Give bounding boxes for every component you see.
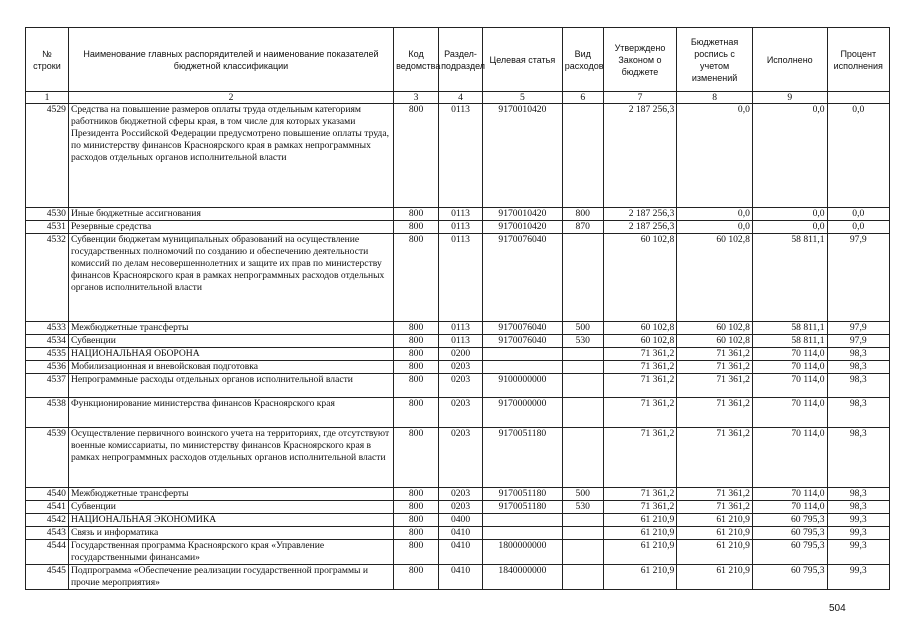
row-dept-code: 800 xyxy=(394,361,439,374)
column-number-row xyxy=(26,92,890,104)
row-schedule: 61 210,9 xyxy=(677,527,753,540)
table-row xyxy=(26,208,890,221)
page-number: 504 xyxy=(829,603,846,614)
row-schedule: 60 102,8 xyxy=(677,234,753,322)
row-percent: 97,9 xyxy=(827,335,889,348)
row-dept-code: 800 xyxy=(394,540,439,565)
row-number: 4543 xyxy=(26,527,69,540)
row-number: 4536 xyxy=(26,361,69,374)
row-expense-type: 870 xyxy=(562,221,603,234)
row-schedule: 71 361,2 xyxy=(677,488,753,501)
row-expense-type: 500 xyxy=(562,488,603,501)
row-target: 9170051180 xyxy=(483,501,563,514)
col-header-executed: Исполнено xyxy=(752,28,827,92)
column-number: 3 xyxy=(394,92,439,104)
col-header-row-no: № строки xyxy=(26,28,69,92)
row-target: 9170000000 xyxy=(483,398,563,428)
row-approved: 61 210,9 xyxy=(603,540,677,565)
row-name: Непрограммные расходы отдельных органов исполнительной власти xyxy=(68,374,393,398)
column-number: 5 xyxy=(483,92,563,104)
table-row xyxy=(26,540,890,565)
row-executed: 58 811,1 xyxy=(752,234,827,322)
column-number: 1 xyxy=(26,92,69,104)
row-dept-code: 800 xyxy=(394,234,439,322)
row-percent: 97,9 xyxy=(827,234,889,322)
row-expense-type xyxy=(562,104,603,208)
row-number: 4535 xyxy=(26,348,69,361)
row-dept-code: 800 xyxy=(394,374,439,398)
row-section: 0113 xyxy=(439,322,483,335)
row-schedule: 0,0 xyxy=(677,208,753,221)
row-dept-code: 800 xyxy=(394,348,439,361)
row-number: 4530 xyxy=(26,208,69,221)
column-number: 4 xyxy=(439,92,483,104)
row-name: Субвенции xyxy=(68,335,393,348)
col-header-schedule: Бюджетная роспись с учетом изменений xyxy=(677,28,753,92)
row-approved: 71 361,2 xyxy=(603,361,677,374)
row-executed: 70 114,0 xyxy=(752,501,827,514)
row-expense-type xyxy=(562,527,603,540)
row-dept-code: 800 xyxy=(394,428,439,488)
row-schedule: 61 210,9 xyxy=(677,565,753,590)
row-number: 4534 xyxy=(26,335,69,348)
row-approved: 71 361,2 xyxy=(603,374,677,398)
row-executed: 70 114,0 xyxy=(752,374,827,398)
row-approved: 61 210,9 xyxy=(603,527,677,540)
row-number: 4542 xyxy=(26,514,69,527)
col-header-percent: Процент исполнения xyxy=(827,28,889,92)
table-row xyxy=(26,335,890,348)
row-name: НАЦИОНАЛЬНАЯ ЭКОНОМИКА xyxy=(68,514,393,527)
row-approved: 61 210,9 xyxy=(603,565,677,590)
row-section: 0113 xyxy=(439,104,483,208)
table-row xyxy=(26,565,890,590)
row-name: Межбюджетные трансферты xyxy=(68,322,393,335)
row-schedule: 60 102,8 xyxy=(677,322,753,335)
row-name: Межбюджетные трансферты xyxy=(68,488,393,501)
row-executed: 60 795,3 xyxy=(752,527,827,540)
row-approved: 60 102,8 xyxy=(603,322,677,335)
col-header-dept-code: Код ведомства xyxy=(394,28,439,92)
row-name: НАЦИОНАЛЬНАЯ ОБОРОНА xyxy=(68,348,393,361)
row-dept-code: 800 xyxy=(394,322,439,335)
row-approved: 71 361,2 xyxy=(603,398,677,428)
row-section: 0410 xyxy=(439,565,483,590)
row-target: 9170076040 xyxy=(483,322,563,335)
row-expense-type: 800 xyxy=(562,208,603,221)
row-approved: 2 187 256,3 xyxy=(603,221,677,234)
column-number: 9 xyxy=(752,92,827,104)
row-section: 0203 xyxy=(439,501,483,514)
col-header-section: Раздел-подраздел xyxy=(439,28,483,92)
row-section: 0200 xyxy=(439,348,483,361)
row-target: 9170010420 xyxy=(483,221,563,234)
row-name: Государственная программа Красноярского края «Управление государственными финансами» xyxy=(68,540,393,565)
row-expense-type: 530 xyxy=(562,501,603,514)
col-header-type: Вид расходов xyxy=(562,28,603,92)
row-name: Подпрограмма «Обеспечение реализации государственной программы и прочие мероприятия» xyxy=(68,565,393,590)
header-row xyxy=(26,28,890,92)
row-schedule: 71 361,2 xyxy=(677,428,753,488)
row-target: 9170051180 xyxy=(483,428,563,488)
row-dept-code: 800 xyxy=(394,514,439,527)
row-section: 0400 xyxy=(439,514,483,527)
row-target xyxy=(483,361,563,374)
table-row xyxy=(26,348,890,361)
row-approved: 60 102,8 xyxy=(603,335,677,348)
row-expense-type xyxy=(562,565,603,590)
row-dept-code: 800 xyxy=(394,527,439,540)
col-header-name: Наименование главных распорядителей и наименование показателей бюджетной классификации xyxy=(68,28,393,92)
row-name: Функционирование министерства финансов Красноярского края xyxy=(68,398,393,428)
row-name: Резервные средства xyxy=(68,221,393,234)
row-section: 0203 xyxy=(439,488,483,501)
row-target: 9170010420 xyxy=(483,208,563,221)
budget-execution-table xyxy=(25,27,890,590)
row-executed: 70 114,0 xyxy=(752,348,827,361)
table-row xyxy=(26,514,890,527)
row-section: 0203 xyxy=(439,374,483,398)
row-percent: 0,0 xyxy=(827,104,889,208)
row-percent: 99,3 xyxy=(827,527,889,540)
table-row xyxy=(26,527,890,540)
row-dept-code: 800 xyxy=(394,501,439,514)
row-number: 4545 xyxy=(26,565,69,590)
row-number: 4532 xyxy=(26,234,69,322)
row-dept-code: 800 xyxy=(394,104,439,208)
row-schedule: 71 361,2 xyxy=(677,348,753,361)
table-row xyxy=(26,501,890,514)
row-schedule: 61 210,9 xyxy=(677,540,753,565)
row-expense-type xyxy=(562,234,603,322)
row-expense-type: 530 xyxy=(562,335,603,348)
row-name: Связь и информатика xyxy=(68,527,393,540)
col-header-target: Целевая статья xyxy=(483,28,563,92)
row-section: 0410 xyxy=(439,540,483,565)
column-number xyxy=(827,92,889,104)
row-percent: 98,3 xyxy=(827,501,889,514)
row-schedule: 0,0 xyxy=(677,221,753,234)
row-target xyxy=(483,348,563,361)
row-target: 9170051180 xyxy=(483,488,563,501)
row-dept-code: 800 xyxy=(394,565,439,590)
row-expense-type: 500 xyxy=(562,322,603,335)
row-approved: 71 361,2 xyxy=(603,348,677,361)
row-dept-code: 800 xyxy=(394,208,439,221)
row-expense-type xyxy=(562,540,603,565)
row-section: 0113 xyxy=(439,221,483,234)
row-section: 0203 xyxy=(439,428,483,488)
row-section: 0113 xyxy=(439,335,483,348)
row-target: 9170076040 xyxy=(483,234,563,322)
column-number: 8 xyxy=(677,92,753,104)
table-row xyxy=(26,234,890,322)
row-approved: 2 187 256,3 xyxy=(603,104,677,208)
row-number: 4541 xyxy=(26,501,69,514)
row-number: 4539 xyxy=(26,428,69,488)
row-section: 0203 xyxy=(439,361,483,374)
table-row xyxy=(26,322,890,335)
row-number: 4529 xyxy=(26,104,69,208)
row-approved: 71 361,2 xyxy=(603,501,677,514)
row-expense-type xyxy=(562,348,603,361)
row-section: 0410 xyxy=(439,527,483,540)
row-executed: 60 795,3 xyxy=(752,540,827,565)
column-number: 6 xyxy=(562,92,603,104)
row-target: 9170076040 xyxy=(483,335,563,348)
row-section: 0113 xyxy=(439,234,483,322)
row-percent: 0,0 xyxy=(827,221,889,234)
row-percent: 98,3 xyxy=(827,374,889,398)
row-percent: 98,3 xyxy=(827,361,889,374)
row-dept-code: 800 xyxy=(394,221,439,234)
row-dept-code: 800 xyxy=(394,398,439,428)
row-expense-type xyxy=(562,514,603,527)
row-target: 9100000000 xyxy=(483,374,563,398)
row-target: 1840000000 xyxy=(483,565,563,590)
row-percent: 99,3 xyxy=(827,565,889,590)
row-schedule: 71 361,2 xyxy=(677,398,753,428)
row-expense-type xyxy=(562,374,603,398)
row-approved: 71 361,2 xyxy=(603,488,677,501)
row-target: 9170010420 xyxy=(483,104,563,208)
row-name: Иные бюджетные ассигнования xyxy=(68,208,393,221)
row-schedule: 71 361,2 xyxy=(677,374,753,398)
col-header-approved: Утверждено Законом о бюджете xyxy=(603,28,677,92)
row-executed: 70 114,0 xyxy=(752,488,827,501)
row-percent: 98,3 xyxy=(827,398,889,428)
table-row xyxy=(26,428,890,488)
table-row xyxy=(26,374,890,398)
row-percent: 99,3 xyxy=(827,540,889,565)
table-row xyxy=(26,104,890,208)
row-schedule: 71 361,2 xyxy=(677,501,753,514)
row-approved: 2 187 256,3 xyxy=(603,208,677,221)
row-section: 0113 xyxy=(439,208,483,221)
row-executed: 58 811,1 xyxy=(752,322,827,335)
column-number: 7 xyxy=(603,92,677,104)
row-executed: 0,0 xyxy=(752,104,827,208)
row-executed: 70 114,0 xyxy=(752,361,827,374)
row-name: Субвенции бюджетам муниципальных образований на осуществление государственных полномочий по созданию и обеспечению деятельности комиссий по делам несовершеннолетних и защите их прав по министерству финансов Красноярского края в рамках непрограммных расходов отдельных органов исполнительной власти xyxy=(68,234,393,322)
row-executed: 70 114,0 xyxy=(752,398,827,428)
row-number: 4537 xyxy=(26,374,69,398)
row-executed: 70 114,0 xyxy=(752,428,827,488)
row-percent: 97,9 xyxy=(827,322,889,335)
row-percent: 98,3 xyxy=(827,488,889,501)
row-target xyxy=(483,514,563,527)
row-percent: 99,3 xyxy=(827,514,889,527)
row-schedule: 71 361,2 xyxy=(677,361,753,374)
row-approved: 71 361,2 xyxy=(603,428,677,488)
row-percent: 98,3 xyxy=(827,348,889,361)
row-executed: 58 811,1 xyxy=(752,335,827,348)
row-number: 4533 xyxy=(26,322,69,335)
row-executed: 0,0 xyxy=(752,208,827,221)
row-executed: 60 795,3 xyxy=(752,514,827,527)
column-number: 2 xyxy=(68,92,393,104)
row-schedule: 60 102,8 xyxy=(677,335,753,348)
row-number: 4540 xyxy=(26,488,69,501)
row-executed: 60 795,3 xyxy=(752,565,827,590)
row-percent: 98,3 xyxy=(827,428,889,488)
row-expense-type xyxy=(562,398,603,428)
row-name: Мобилизационная и вневойсковая подготовка xyxy=(68,361,393,374)
row-number: 4544 xyxy=(26,540,69,565)
row-dept-code: 800 xyxy=(394,335,439,348)
table-row xyxy=(26,361,890,374)
row-target: 1800000000 xyxy=(483,540,563,565)
row-percent: 0,0 xyxy=(827,208,889,221)
row-approved: 61 210,9 xyxy=(603,514,677,527)
row-approved: 60 102,8 xyxy=(603,234,677,322)
table-row xyxy=(26,398,890,428)
row-schedule: 0,0 xyxy=(677,104,753,208)
table-row xyxy=(26,221,890,234)
row-expense-type xyxy=(562,361,603,374)
row-dept-code: 800 xyxy=(394,488,439,501)
row-schedule: 61 210,9 xyxy=(677,514,753,527)
row-target xyxy=(483,527,563,540)
table-row xyxy=(26,488,890,501)
row-section: 0203 xyxy=(439,398,483,428)
row-name: Осуществление первичного воинского учета на территориях, где отсутствуют военные комиссариаты, по министерству финансов Красноярского края в рамках непрограммных расходов отдельных органов исполнительной власти xyxy=(68,428,393,488)
row-number: 4531 xyxy=(26,221,69,234)
row-executed: 0,0 xyxy=(752,221,827,234)
row-name: Субвенции xyxy=(68,501,393,514)
row-number: 4538 xyxy=(26,398,69,428)
row-expense-type xyxy=(562,428,603,488)
row-name: Средства на повышение размеров оплаты труда отдельным категориям работников бюджетной сферы края, в том числе для которых указами Президента Российской Федерации предусмотрено повышение оплаты труда, по министерству финансов Красноярского края в рамках непрограммных расходов отдельных органов исполнительной власти xyxy=(68,104,393,208)
